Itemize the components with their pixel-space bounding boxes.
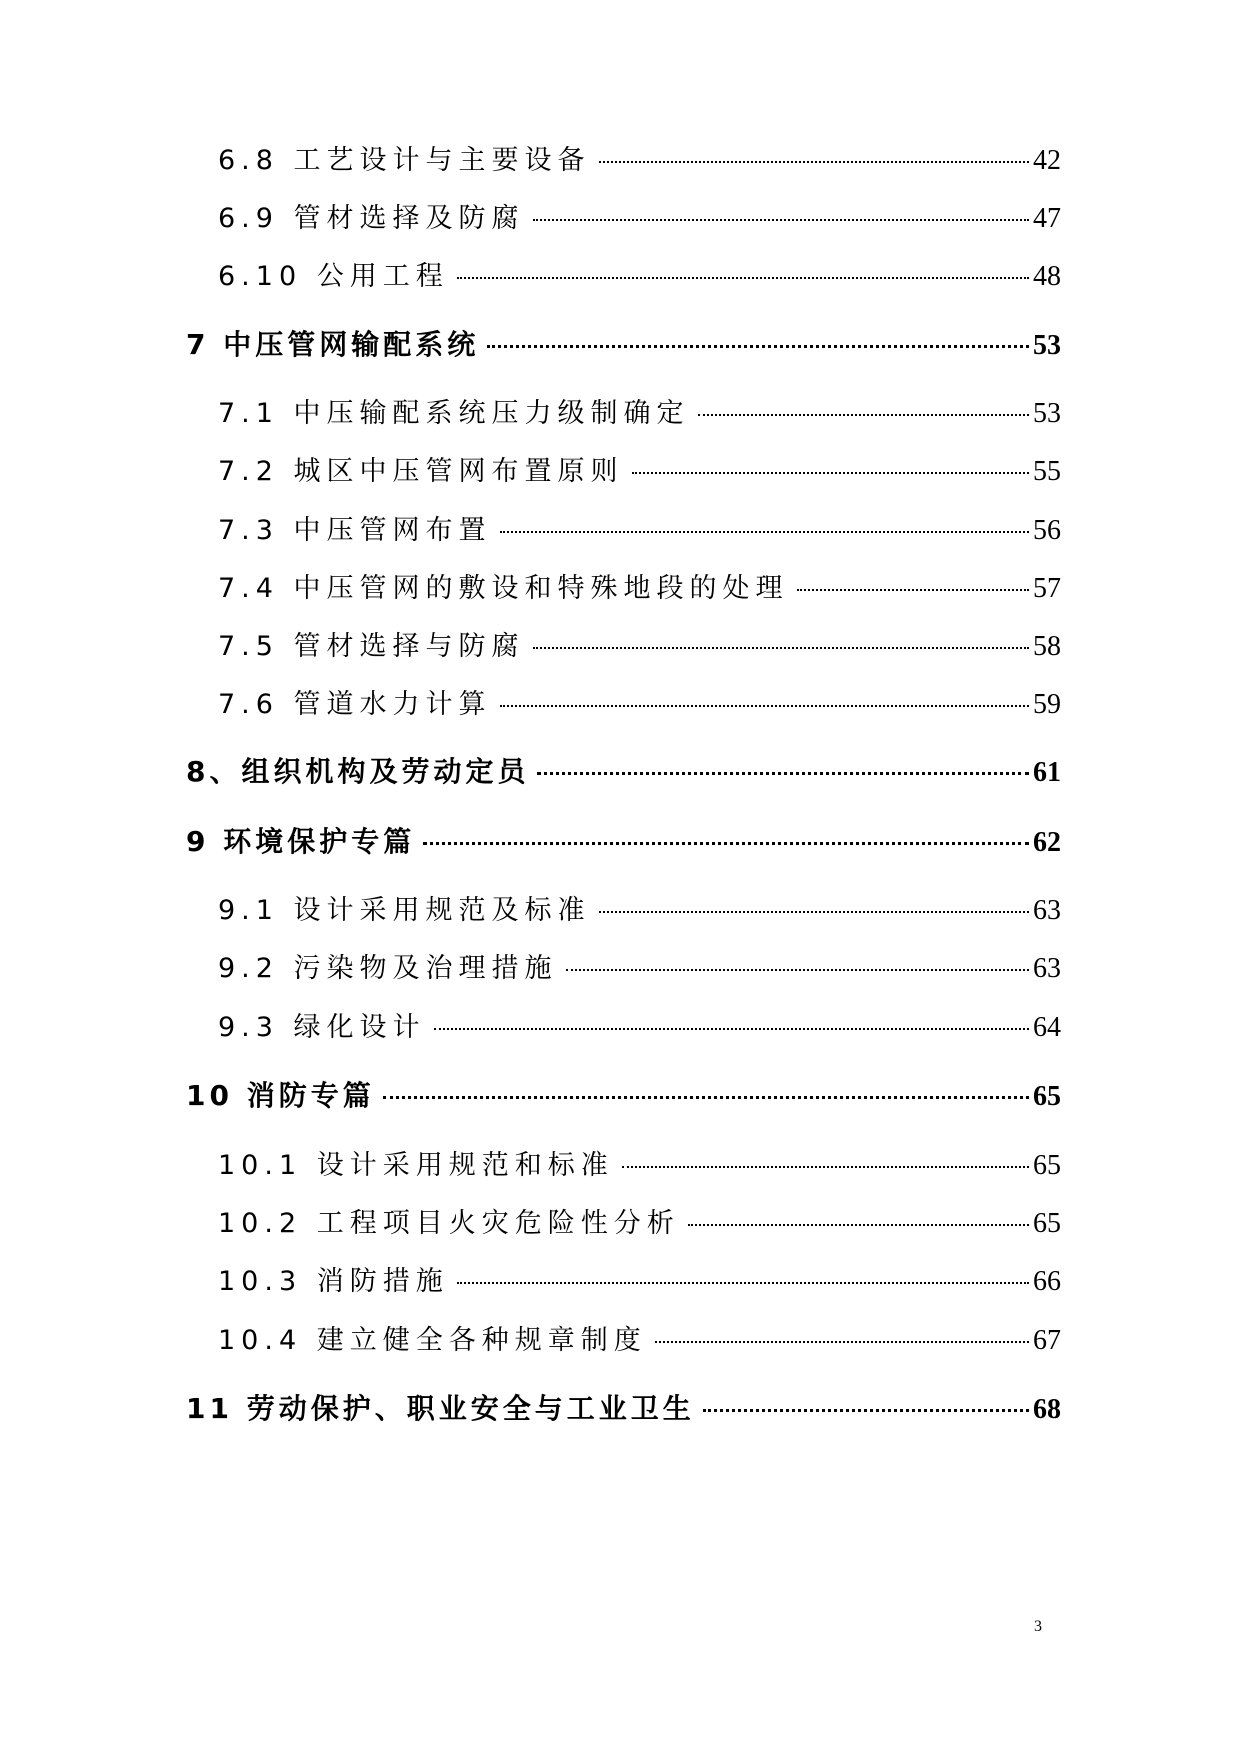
toc-entry-title: 7 中压管网输配系统 bbox=[186, 328, 480, 361]
dot-leader bbox=[487, 345, 1029, 348]
dot-leader bbox=[457, 1282, 1029, 1284]
toc-chapter-entry bbox=[186, 1074, 1061, 1114]
dot-leader bbox=[457, 277, 1029, 279]
toc-entry-title: 10.4 建立健全各种规章制度 bbox=[218, 1325, 647, 1356]
toc-entry-page: 62 bbox=[1033, 827, 1061, 858]
dot-leader bbox=[533, 647, 1029, 649]
dot-leader bbox=[500, 531, 1029, 533]
toc-entry-page: 65 bbox=[1033, 1150, 1061, 1181]
toc-entry-page: 57 bbox=[1033, 573, 1061, 604]
toc-entry-title: 7.4 中压管网的敷设和特殊地段的处理 bbox=[218, 573, 789, 604]
toc-entry-page: 65 bbox=[1033, 1208, 1061, 1239]
toc-section-entry bbox=[218, 946, 1061, 985]
dot-leader bbox=[537, 772, 1029, 775]
toc-chapter-entry bbox=[186, 820, 1061, 860]
toc-entry-page: 61 bbox=[1033, 757, 1061, 788]
toc-entry-page: 66 bbox=[1033, 1266, 1061, 1297]
toc-section-entry bbox=[218, 138, 1061, 177]
toc-entry-title: 7.3 中压管网布置 bbox=[218, 515, 492, 546]
toc-entry-page: 58 bbox=[1033, 631, 1061, 662]
toc-entry-title: 6.10 公用工程 bbox=[218, 261, 449, 292]
dot-leader bbox=[688, 1224, 1029, 1226]
dot-leader bbox=[533, 219, 1029, 221]
dot-leader bbox=[622, 1166, 1029, 1168]
toc-entry-page: 63 bbox=[1033, 895, 1061, 926]
toc-entry-title: 10 消防专篇 bbox=[186, 1079, 375, 1112]
toc-section-entry bbox=[218, 254, 1061, 293]
dot-leader bbox=[423, 842, 1029, 845]
toc-entry-title: 9.1 设计采用规范及标准 bbox=[218, 895, 591, 926]
dot-leader bbox=[698, 414, 1029, 416]
toc-section-entry bbox=[218, 1318, 1061, 1357]
toc-entry-page: 53 bbox=[1033, 330, 1061, 361]
toc-section-entry bbox=[218, 566, 1061, 605]
toc-section-entry bbox=[218, 682, 1061, 721]
dot-leader bbox=[632, 472, 1029, 474]
dot-leader bbox=[383, 1096, 1029, 1099]
toc-entry-title: 9 环境保护专篇 bbox=[186, 825, 416, 858]
toc-entry-title: 6.8 工艺设计与主要设备 bbox=[218, 145, 591, 176]
toc-entry-title: 6.9 管材选择及防腐 bbox=[218, 203, 525, 234]
toc-entry-page: 68 bbox=[1033, 1394, 1061, 1425]
toc-entry-page: 65 bbox=[1033, 1081, 1061, 1112]
dot-leader bbox=[434, 1028, 1029, 1030]
toc-entry-title: 7.2 城区中压管网布置原则 bbox=[218, 456, 624, 487]
toc-entry-title: 10.2 工程项目火灾危险性分析 bbox=[218, 1208, 680, 1239]
toc-entry-page: 55 bbox=[1033, 456, 1061, 487]
toc-section-entry bbox=[218, 888, 1061, 927]
toc-entry-page: 63 bbox=[1033, 953, 1061, 984]
toc-section-entry bbox=[218, 391, 1061, 430]
dot-leader bbox=[599, 161, 1029, 163]
toc-entry-page: 48 bbox=[1033, 261, 1061, 292]
page-number: 3 bbox=[1034, 1618, 1042, 1635]
toc-entry-title: 10.3 消防措施 bbox=[218, 1266, 449, 1297]
toc-entry-title: 11 劳动保护、职业安全与工业卫生 bbox=[186, 1392, 695, 1425]
toc-entry-title: 7.6 管道水力计算 bbox=[218, 689, 492, 720]
toc-section-entry bbox=[218, 1005, 1061, 1044]
toc-entry-title: 7.5 管材选择与防腐 bbox=[218, 631, 525, 662]
toc-entry-page: 56 bbox=[1033, 515, 1061, 546]
toc-entry-page: 53 bbox=[1033, 398, 1061, 429]
toc-entry-title: 9.2 污染物及治理措施 bbox=[218, 953, 558, 984]
toc-entry-title: 7.1 中压输配系统压力级制确定 bbox=[218, 398, 690, 429]
dot-leader bbox=[599, 911, 1029, 913]
toc-entry-title: 9.3 绿化设计 bbox=[218, 1012, 426, 1043]
toc-section-entry bbox=[218, 449, 1061, 488]
dot-leader bbox=[703, 1409, 1029, 1412]
toc-entry-page: 47 bbox=[1033, 203, 1061, 234]
dot-leader bbox=[797, 589, 1029, 591]
toc-entry-title: 8、组织机构及劳动定员 bbox=[186, 755, 530, 788]
dot-leader bbox=[500, 705, 1029, 707]
toc-chapter-entry bbox=[186, 1387, 1061, 1427]
toc-section-entry bbox=[218, 1259, 1061, 1298]
toc-section-entry bbox=[218, 1143, 1061, 1182]
toc-chapter-entry bbox=[186, 323, 1061, 363]
toc-section-entry bbox=[218, 508, 1061, 547]
dot-leader bbox=[566, 969, 1029, 971]
toc-entry-page: 67 bbox=[1033, 1325, 1061, 1356]
toc-chapter-entry bbox=[186, 750, 1061, 790]
dot-leader bbox=[655, 1341, 1029, 1343]
toc-entry-page: 42 bbox=[1033, 145, 1061, 176]
toc-section-entry bbox=[218, 624, 1061, 663]
toc-entry-page: 59 bbox=[1033, 689, 1061, 720]
toc-section-entry bbox=[218, 196, 1061, 235]
toc-entry-title: 10.1 设计采用规范和标准 bbox=[218, 1150, 614, 1181]
toc-section-entry bbox=[218, 1201, 1061, 1240]
toc-entry-page: 64 bbox=[1033, 1012, 1061, 1043]
